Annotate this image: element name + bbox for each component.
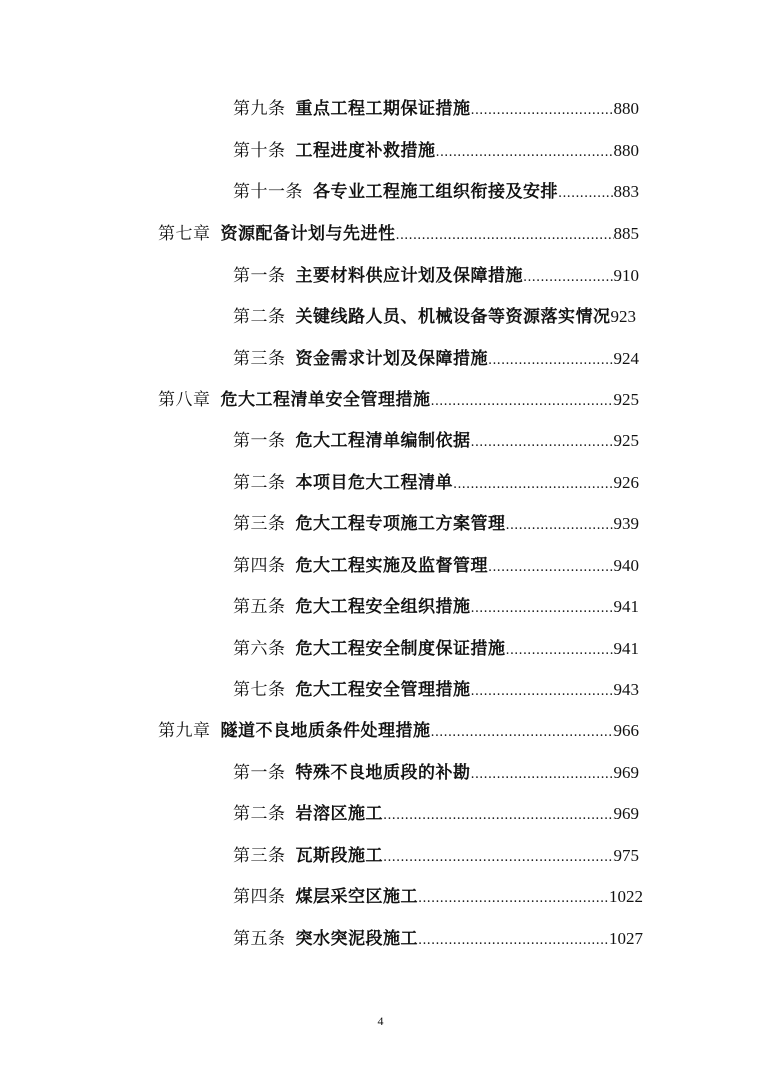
toc-entry[interactable]	[233, 179, 639, 205]
toc-entry-chapter[interactable]	[158, 387, 639, 413]
toc-entry-number: 第十一条	[233, 182, 303, 202]
leader-dots	[383, 845, 614, 871]
toc-entry-page: 925	[613, 390, 639, 409]
toc-entry-title: 突水突泥段施工	[295, 929, 418, 949]
toc-entry[interactable]	[233, 96, 639, 122]
toc-entry-title: 危大工程清单安全管理措施	[220, 390, 431, 410]
toc-entry-page: 885	[613, 224, 639, 243]
toc-entry-title: 资源配备计划与先进性	[220, 224, 396, 244]
toc-entry-number: 第五条	[233, 597, 286, 617]
toc-entry-number: 第八章	[158, 390, 211, 410]
toc-entry-page: 939	[613, 514, 639, 533]
toc-entry-page: 940	[613, 556, 639, 575]
toc-entry-page: 926	[613, 473, 639, 492]
leader-dots	[471, 430, 614, 456]
leader-dots	[471, 762, 614, 788]
toc-entry-title: 危大工程实施及监督管理	[295, 556, 488, 576]
toc-entry-title: 工程进度补救措施	[295, 141, 436, 161]
toc-entry[interactable]	[233, 263, 639, 289]
toc-entry-page: 883	[613, 182, 639, 201]
toc-entry[interactable]	[233, 138, 639, 164]
toc-entry-number: 第二条	[233, 307, 286, 327]
toc-entry-title: 特殊不良地质段的补勘	[295, 763, 471, 783]
toc-entry-title: 瓦斯段施工	[295, 846, 383, 866]
toc-entry-number: 第七条	[233, 680, 286, 700]
toc-entry[interactable]	[233, 884, 643, 910]
toc-entry[interactable]	[233, 801, 639, 827]
toc-entry-title: 主要材料供应计划及保障措施	[295, 266, 523, 286]
leader-dots	[506, 513, 614, 539]
toc-entry-page: 923	[610, 307, 636, 326]
page-number: 4	[377, 1014, 384, 1028]
leader-dots	[558, 181, 614, 207]
toc-entry-number: 第二条	[233, 804, 286, 824]
leader-dots	[418, 886, 609, 912]
toc-entry[interactable]	[233, 843, 639, 869]
toc-entry-page: 969	[613, 763, 639, 782]
toc-entry[interactable]	[233, 636, 639, 662]
toc-entry-number: 第一条	[233, 431, 286, 451]
toc-entry-number: 第九条	[233, 99, 286, 119]
toc-entry-number: 第六条	[233, 639, 286, 659]
toc-entry-page: 941	[613, 639, 639, 658]
leader-dots	[436, 140, 614, 166]
toc-entry-title: 隧道不良地质条件处理措施	[220, 721, 431, 741]
leader-dots	[453, 472, 614, 498]
toc-entry-number: 第五条	[233, 929, 286, 949]
toc-entry[interactable]	[233, 760, 639, 786]
leader-dots	[431, 720, 614, 746]
toc-entry[interactable]	[233, 428, 639, 454]
toc-entry-title: 各专业工程施工组织衔接及安排	[313, 182, 558, 202]
toc-entry[interactable]	[233, 926, 643, 952]
toc-entry-number: 第一条	[233, 763, 286, 783]
toc-entry-title: 煤层采空区施工	[295, 887, 418, 907]
toc-entry-page: 1027	[609, 929, 643, 948]
toc-entry-title: 危大工程安全管理措施	[295, 680, 471, 700]
leader-dots	[488, 555, 614, 581]
toc-entry-page: 880	[613, 141, 639, 160]
toc-entry-page: 941	[613, 597, 639, 616]
toc-entry-page: 975	[613, 846, 639, 865]
toc-entry[interactable]	[233, 304, 659, 330]
toc-entry-page: 966	[613, 721, 639, 740]
leader-dots	[471, 596, 614, 622]
toc-entry-number: 第七章	[158, 224, 211, 244]
leader-dots	[418, 928, 609, 954]
toc-entry[interactable]	[233, 677, 639, 703]
toc-entry-page: 1022	[609, 887, 643, 906]
toc-entry-title: 危大工程专项施工方案管理	[295, 514, 506, 534]
toc-entry-number: 第三条	[233, 514, 286, 534]
leader-dots	[396, 223, 614, 249]
toc-entry-title: 资金需求计划及保障措施	[295, 349, 488, 369]
toc-entry-page: 924	[613, 349, 639, 368]
leader-dots	[506, 638, 614, 664]
toc-entry-title: 重点工程工期保证措施	[295, 99, 471, 119]
toc-entry-title: 关键线路人员、机械设备等资源落实情况	[295, 307, 611, 327]
toc-entry-number: 第四条	[233, 887, 286, 907]
toc-entry-title: 岩溶区施工	[295, 804, 383, 824]
toc-entry-number: 第二条	[233, 473, 286, 493]
toc-entry[interactable]	[233, 470, 639, 496]
toc-entry-page: 880	[613, 99, 639, 118]
toc-entry-number: 第十条	[233, 141, 286, 161]
toc-entry-number: 第三条	[233, 349, 286, 369]
toc-entry-page: 969	[613, 804, 639, 823]
leader-dots	[523, 265, 614, 291]
toc-entry-chapter[interactable]	[158, 221, 639, 247]
toc-entry-title: 危大工程安全制度保证措施	[295, 639, 506, 659]
toc-entry-number: 第九章	[158, 721, 211, 741]
toc-entry-number: 第一条	[233, 266, 286, 286]
toc-entry[interactable]	[233, 511, 639, 537]
leader-dots	[471, 679, 614, 705]
toc-entry[interactable]	[233, 553, 639, 579]
toc-entry[interactable]	[233, 346, 639, 372]
toc-entry-number: 第三条	[233, 846, 286, 866]
leader-dots	[488, 348, 614, 374]
toc-entry-chapter[interactable]	[158, 718, 639, 744]
toc-entry-title: 本项目危大工程清单	[295, 473, 453, 493]
toc-entry-page: 910	[613, 266, 639, 285]
toc-entry-page: 925	[613, 431, 639, 450]
leader-dots	[383, 803, 614, 829]
toc-entry-title: 危大工程清单编制依据	[295, 431, 471, 451]
toc-entry-number: 第四条	[233, 556, 286, 576]
toc-entry-page: 943	[613, 680, 639, 699]
toc-entry-title: 危大工程安全组织措施	[295, 597, 471, 617]
toc-entry[interactable]	[233, 594, 639, 620]
leader-dots	[471, 98, 614, 124]
leader-dots	[431, 389, 614, 415]
